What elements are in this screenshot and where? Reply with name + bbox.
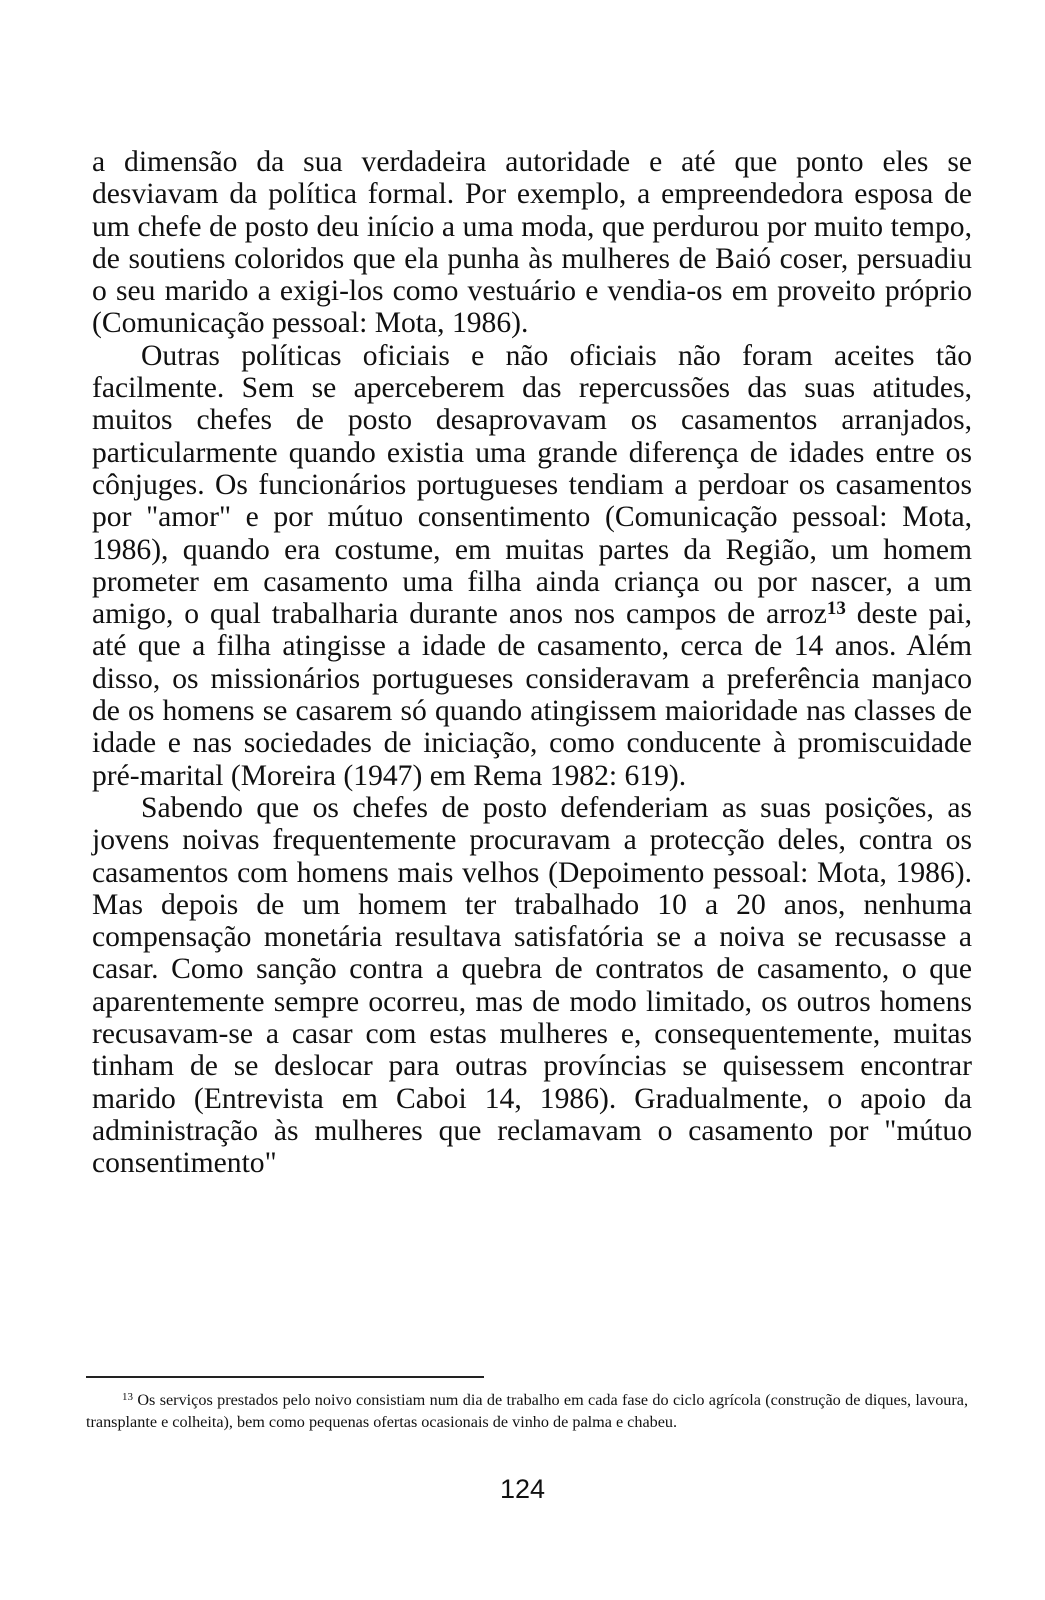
footnote-reference: 13 xyxy=(826,598,846,620)
paragraph-2 xyxy=(92,340,972,792)
paragraph-2-part-1: Outras políticas oficiais e não oficiais não foram aceites tão facilmente. Sem se aperceberem das repercussões das suas atitudes, muitos chefes de posto desaprovavam os casamentos arranjados, particularmente quando existia uma grande diferença de idades entre os cônjuges. Os funcionários portugueses tendiam a perdoar os casamentos por "amor" e por mútuo consentimento (Comunicação pessoal: Mota, 1986), quando era costume, em muitas partes da Região, um homem prometer em casamento uma filha ainda criança ou por nascer, a um amigo, o qual trabalharia durante anos nos campos de arroz xyxy=(92,339,972,631)
paragraph-1: a dimensão da sua verdadeira autoridade e até que ponto eles se desviavam da política formal. Por exemplo, a empreendedora esposa de um chefe de posto deu início a uma moda, que perdurou por muito tempo, de soutiens coloridos que ela punha às mulheres de Baió coser, persuadiu o seu marido a exigi-los como vestuário e vendia-os em proveito próprio (Comunicação pessoal: Mota, 1986). xyxy=(92,146,972,340)
paragraph-2-part-2: deste pai, até que a filha atingisse a idade de casamento, cerca de 14 anos. Além disso, os missionários portugueses consideravam a preferência manjaco de os homens se casarem só quando atingissem maioridade nas classes de idade e nas sociedades de iniciação, como conducente à promiscuidade pré-marital (Moreira (1947) em Rema 1982: 619). xyxy=(92,598,973,792)
footnote xyxy=(86,1390,968,1433)
footnote-marker: 13 xyxy=(122,1391,133,1403)
page-number: 124 xyxy=(499,1474,546,1504)
paragraph-3: Sabendo que os chefes de posto defenderiam as suas posições, as jovens noivas frequentemente procuravam a protecção deles, contra os casamentos com homens mais velhos (Depoimento pessoal: Mota, 1986). Mas depois de um homem ter trabalhado 10 a 20 anos, nenhuma compensação monetária resultava satisfatória se a noiva se recusasse a casar. Como sanção contra a quebra de contratos de casamento, o que aparentemente sempre ocorreu, mas de modo limitado, os outros homens recusavam-se a casar com estas mulheres e, consequentemente, muitas tinham de se deslocar para outras províncias se quisessem encontrar marido (Entrevista em Caboi 14, 1986). Gradualmente, o apoio da administração às mulheres que reclamavam o casamento por "mútuo consentimento" xyxy=(92,791,972,1180)
footnote-divider xyxy=(86,1376,484,1378)
body-text xyxy=(92,146,972,1180)
footnote-text: Os serviços prestados pelo noivo consistiam num dia de trabalho em cada fase do ciclo agrícola (construção de diques, lavoura, transplante e colheita), bem como pequenas ofertas ocasionais de vinho de palma e chabeu. xyxy=(86,1391,968,1431)
